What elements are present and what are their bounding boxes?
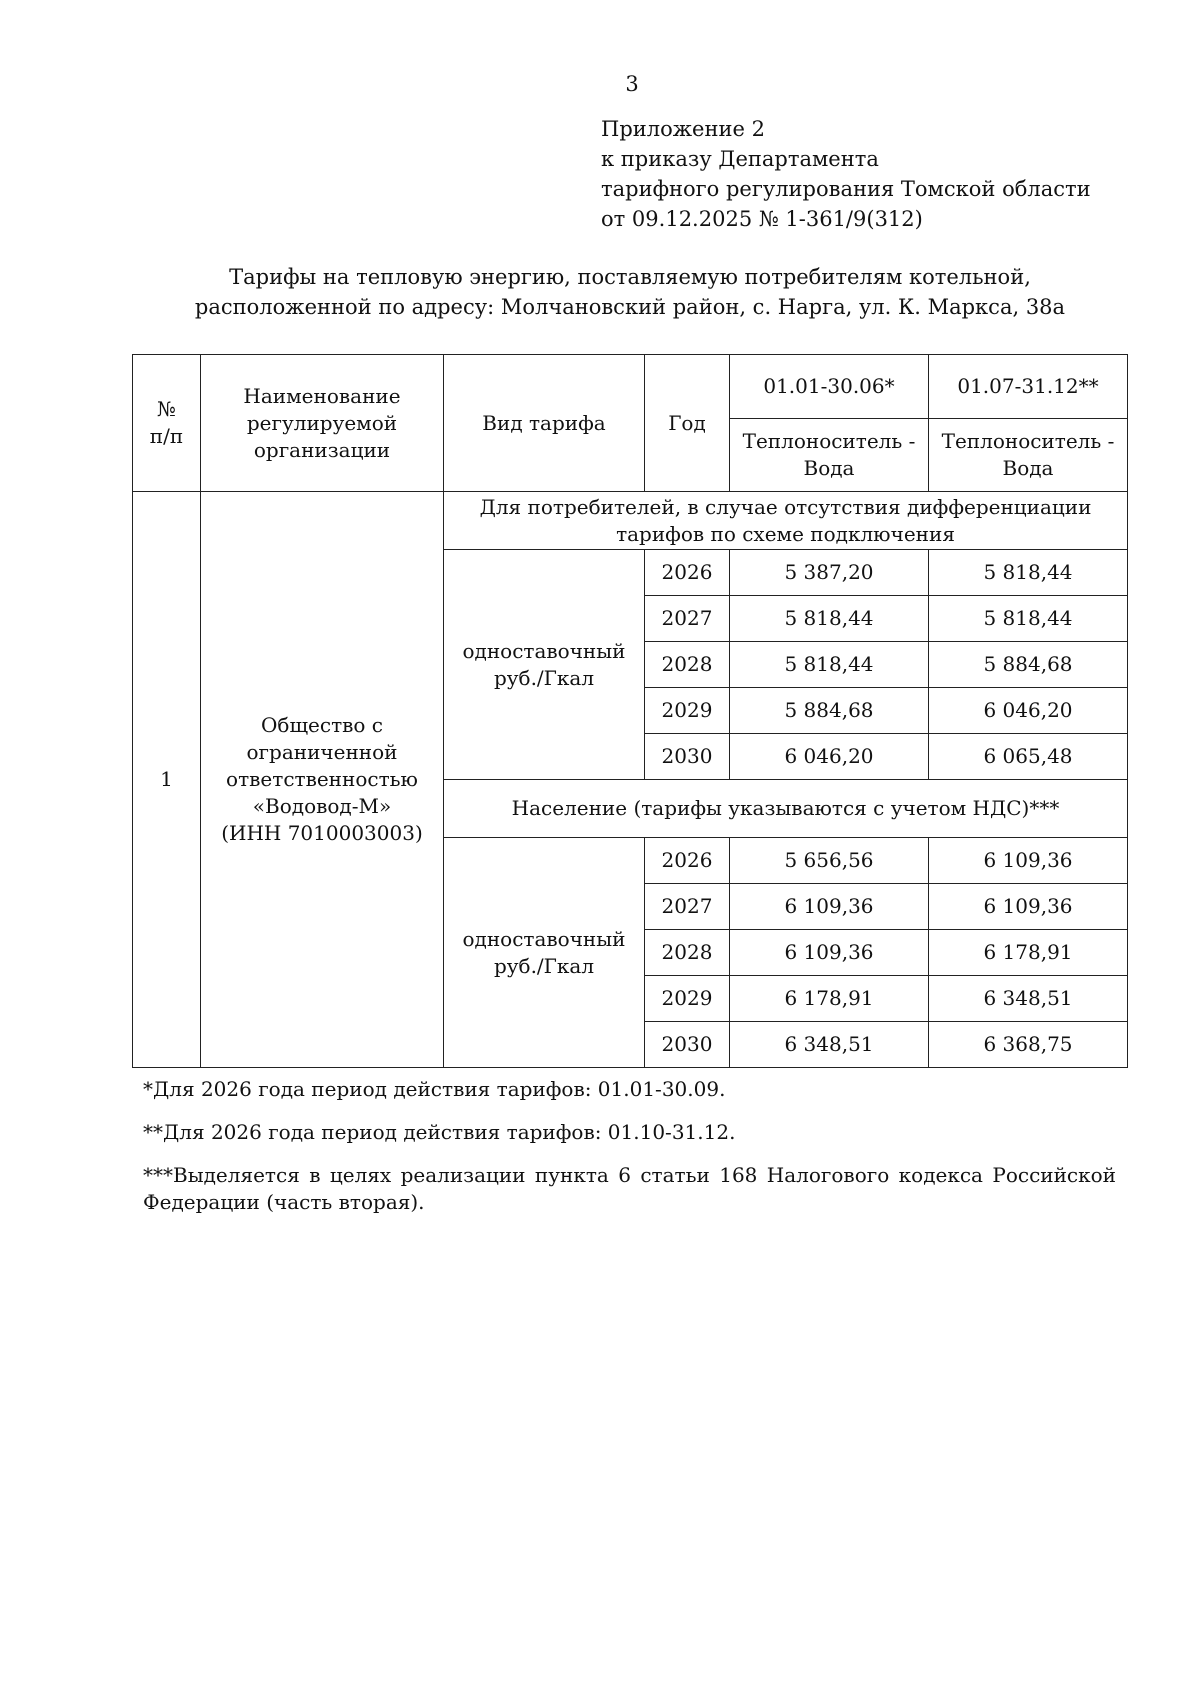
appendix-line: к приказу Департамента	[601, 147, 879, 171]
year-cell: 2030	[645, 1022, 730, 1068]
organization-line: ограниченной	[246, 740, 398, 764]
tariff-value: 6 178,91	[730, 976, 929, 1022]
year-cell: 2027	[645, 596, 730, 642]
tariff-value: 6 348,51	[929, 976, 1128, 1022]
tariff-type	[444, 550, 645, 780]
year-cell: 2027	[645, 884, 730, 930]
tariff-value: 6 109,36	[730, 884, 929, 930]
footnotes	[143, 1076, 1116, 1232]
tariff-value: 5 818,44	[929, 550, 1128, 596]
header-tariff-type: Вид тарифа	[444, 355, 645, 492]
footnote: ***Выделяется в целях реализации пункта 6 статьи 168 Налогового кодекса Российской Федерации (часть вторая).	[143, 1163, 1116, 1214]
row-number: 1	[133, 492, 201, 1068]
title-line: расположенной по адресу: Молчановский район, с. Нарга, ул. К. Маркса, 38а	[194, 295, 1066, 319]
header-number-line: №	[157, 397, 176, 421]
tariff-value: 5 656,56	[730, 838, 929, 884]
header-number-line: п/п	[149, 424, 184, 448]
organization-line: (ИНН 7010003003)	[221, 821, 423, 845]
year-cell: 2026	[645, 550, 730, 596]
organization-line: Общество с	[261, 713, 383, 737]
tariff-value: 5 818,44	[730, 642, 929, 688]
tariff-value: 6 046,20	[929, 688, 1128, 734]
tariff-type-line: руб./Гкал	[493, 665, 595, 690]
tariff-value: 5 884,68	[730, 688, 929, 734]
header-carrier-1: Теплоноситель - Вода	[730, 419, 929, 492]
title-line: Тарифы на тепловую энергию, поставляемую потребителям котельной,	[229, 265, 1031, 289]
tariff-value: 6 368,75	[929, 1022, 1128, 1068]
tariff-value: 5 818,44	[929, 596, 1128, 642]
organization-line: «Водовод-М»	[252, 794, 392, 818]
appendix-line: от 09.12.2025 № 1-361/9(312)	[601, 207, 923, 231]
footnote: **Для 2026 года период действия тарифов: 01.10-31.12.	[143, 1120, 736, 1144]
section-title: Для потребителей, в случае отсутствия дифференциации тарифов по схеме подключения	[444, 492, 1128, 550]
page-number: 3	[625, 72, 639, 96]
tariff-type-line: одноставочный	[462, 638, 626, 663]
organization-line: ответственностью	[226, 767, 418, 791]
year-cell: 2029	[645, 688, 730, 734]
tariff-value: 6 109,36	[730, 930, 929, 976]
tariff-value: 6 178,91	[929, 930, 1128, 976]
header-carrier-2: Теплоноситель - Вода	[929, 419, 1128, 492]
year-cell: 2030	[645, 734, 730, 780]
section-title: Население (тарифы указываются с учетом НДС)***	[444, 780, 1128, 838]
tariff-type-line: одноставочный	[462, 926, 626, 951]
tariff-value: 5 884,68	[929, 642, 1128, 688]
document-title	[130, 262, 1130, 322]
tariff-value: 6 109,36	[929, 838, 1128, 884]
tariff-value: 6 348,51	[730, 1022, 929, 1068]
tariff-value: 6 065,48	[929, 734, 1128, 780]
year-cell: 2029	[645, 976, 730, 1022]
tariff-value: 5 387,20	[730, 550, 929, 596]
appendix-line: Приложение 2	[601, 117, 765, 141]
header-period-1: 01.01-30.06*	[730, 355, 929, 419]
tariff-value: 6 109,36	[929, 884, 1128, 930]
tariff-value: 5 818,44	[730, 596, 929, 642]
tariff-type-line: руб./Гкал	[493, 953, 595, 978]
tariff-value: 6 046,20	[730, 734, 929, 780]
year-cell: 2028	[645, 930, 730, 976]
header-year: Год	[645, 355, 730, 492]
appendix-reference	[601, 114, 1091, 234]
organization-name	[201, 492, 444, 1068]
header-number	[133, 355, 201, 492]
footnote: *Для 2026 года период действия тарифов: 01.01-30.09.	[143, 1077, 726, 1101]
tariff-type	[444, 838, 645, 1068]
year-cell: 2028	[645, 642, 730, 688]
year-cell: 2026	[645, 838, 730, 884]
appendix-line: тарифного регулирования Томской области	[601, 177, 1091, 201]
header-period-2: 01.07-31.12**	[929, 355, 1128, 419]
header-organization: Наименование регулируемой организации	[201, 355, 444, 492]
tariff-table	[132, 354, 1128, 1068]
